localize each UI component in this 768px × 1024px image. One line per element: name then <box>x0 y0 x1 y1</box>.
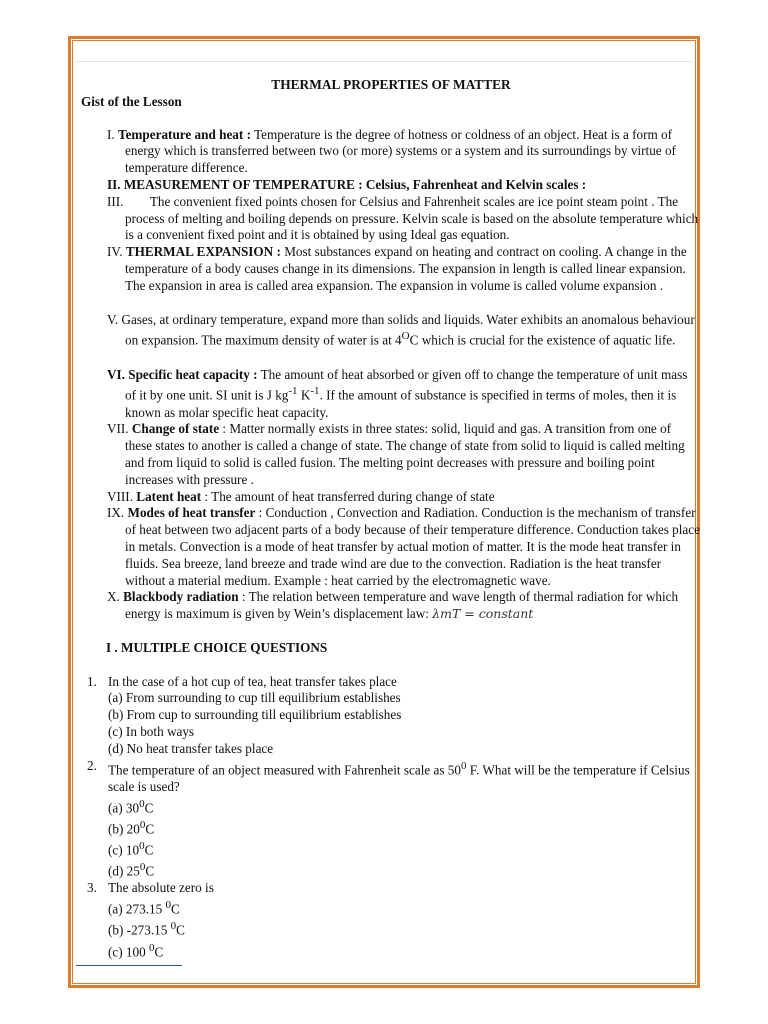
question-1-option-a: (a) From surrounding to cup till equilibrium establishes <box>108 690 401 706</box>
document-body <box>81 77 701 961</box>
question-2-option-c: (c) $10^0C$ <box>108 840 154 858</box>
gist-item-4: IV. THERMAL EXPANSION : Most substances expand on heating and contract on cooling. A change in the temperature of a body causes change in its dimensions. The expansion in length is called linear expansion. The expansion in area is called area expansion. The expansion in volume is called volume expansion . <box>107 244 687 293</box>
gist-item-9: IX. Modes of heat transfer : Conduction , Convection and Radiation. Conduction is the mechanism of transfer of heat between two adjacent parts of a body because of their temperature difference. Conduction takes place in metals. Convection is a mode of heat transfer by actual motion of matter. It is the mode heat transfer in fluids. Sea breeze, land breeze and trade wind are due to the convection. Radiation is the heat transfer without a material medium. Example : heat carried by the electromagnetic wave. <box>107 505 700 588</box>
question-3-option-a: (a) 273.15 $^0$C <box>108 899 180 917</box>
link-underline <box>76 965 182 966</box>
question-3: 3. The absolute zero is <box>87 880 214 896</box>
question-2-option-a: (a) $30^0C$ <box>108 797 154 816</box>
question-2: 2. The temperature of an object measured with Fahrenheit scale as $50^0$ F. What will be the temperature if Celsius scale is used? <box>87 757 690 794</box>
gist-item-3: III. The convenient fixed points chosen for Celsius and Fahrenheit scales are ice point steam point . The process of melting and boiling depends on pressure. Kelvin scale is based on the absolute temperature which is a convenient fixed point and it is obtained by using Ideal gas equation. <box>107 193 699 243</box>
question-2-option-b: (b) $20^0C$ <box>108 818 155 837</box>
gist-item-2: II. MEASUREMENT OF TEMPERATURE : Celsius, Fahrenheat and Kelvin scales : <box>107 176 587 192</box>
wien-law-equation: λmT = constant <box>432 606 534 622</box>
question-1-option-b: (b) From cup to surrounding till equilibrium establishes <box>108 707 402 723</box>
question-1: 1. In the case of a hot cup of tea, heat transfer takes place <box>87 673 397 689</box>
question-2-option-d: (d) $25^0C$ <box>108 861 155 879</box>
section-heading-gist: Gist of the Lesson <box>81 93 182 109</box>
gist-item-1: I. Temperature and heat : Temperature is the degree of hotness or coldness of an object. Heat is a form of energy which is transferred between two (or more) systems or a system and its surroundings by virtue of temperature difference. <box>107 126 676 176</box>
gist-item-5: V. Gases, at ordinary temperature, expand more than solids and liquids. Water exhibits an anomalous behaviour on expansion. The maximum density of water is at $4^OC$ which is crucial for the existence of aquatic life. <box>107 311 695 348</box>
mcq-section-heading: I . MULTIPLE CHOICE QUESTIONS <box>106 639 328 655</box>
gist-item-8: VIII. Latent heat : The amount of heat transferred during change of state <box>107 488 495 504</box>
question-3-option-b: (b) -273.15 $^0$C <box>108 920 185 938</box>
gist-item-7: VII. Change of state : Matter normally exists in three states: solid, liquid and gas. A transition from one of these states to another is called a change of state. The change of state from solid to liquid is called melting and from liquid to solid is called fusion. The melting point decreases with pressure and boiling point increases with pressure . <box>107 421 685 487</box>
question-1-option-c: (c) In both ways <box>108 724 195 740</box>
header-rule <box>76 61 692 62</box>
gist-item-6: VI. Specific heat capacity : The amount of heat absorbed or given off to change the temperature of unit mass of it by one unit. SI unit is J $kg^{-1}$ $K^{-1}$. If the amount of substance is specified in terms of moles, then it is known as molar specific heat capacity. <box>107 366 688 420</box>
gist-item-10: X. Blackbody radiation : The relation between temperature and wave length of thermal radiation for which energy is maximum is given by Wein’s displacement law: λmT = constant <box>107 589 679 622</box>
question-1-option-d: (d) No heat transfer takes place <box>108 740 274 756</box>
document-title: THERMAL PROPERTIES OF MATTER <box>271 77 511 92</box>
question-3-option-c: (c) 100 $^0$C <box>108 941 164 959</box>
